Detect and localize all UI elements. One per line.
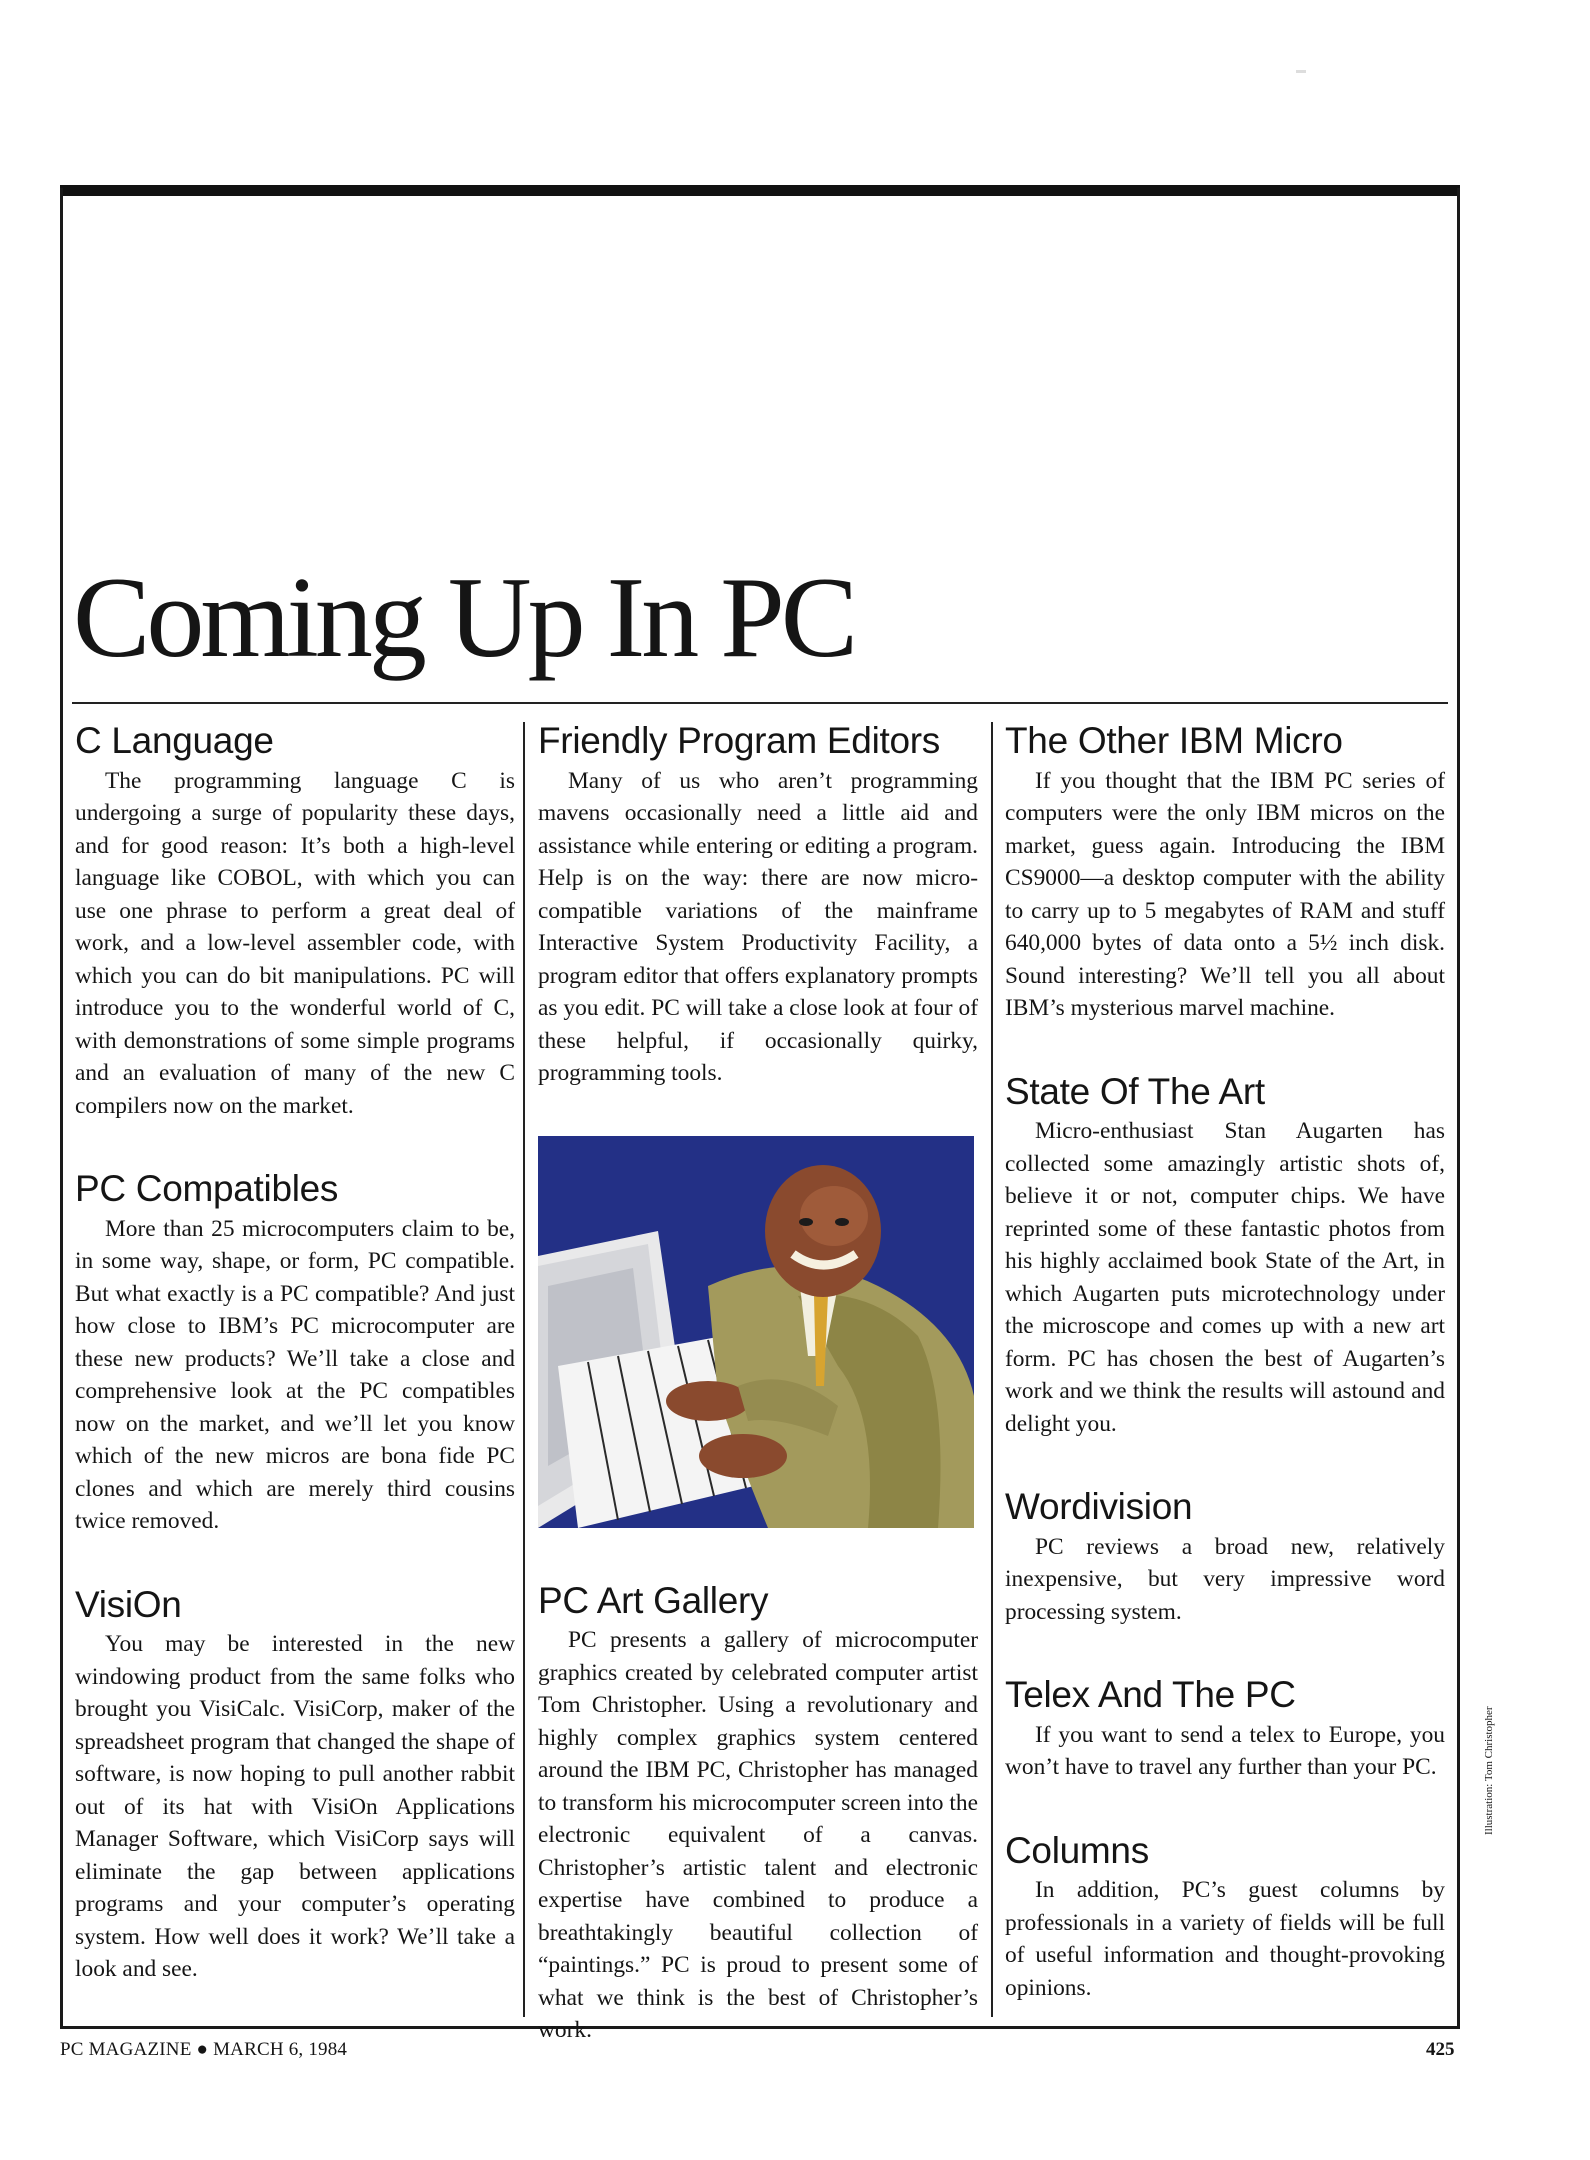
section-heading-telex-and-the-pc: Telex And The PC — [1005, 1674, 1296, 1716]
section-body-friendly-program-editors: Many of us who aren’t programming mavens occasionally need a little aid and assistance while entering or editing a program. Help is on the way: there are now micro-compatible variations of the mainframe Interactive System Productivity Facility, a program editor that offers explanatory prompts as you edit. PC will take a close look at four of these helpful, if occasionally quirky, programming tools. — [538, 767, 978, 1087]
section-body-state-of-the-art: Micro-enthusiast Stan Augarten has collected some amazingly artistic shots of, believe it or not, computer chips. We have reprinted some of these fantastic photos from his highly acclaimed book State of the Art, in which Augarten puts microtechnology under the microscope and comes up with a new art form. PC has chosen the best of Augarten’s work and we think the results will astound and delight you. — [1005, 1118, 1445, 1437]
section-body-the-other-ibm-micro: If you thought that the IBM PC series of computers were the only IBM micros on the market, guess again. Introducing the IBM CS9000—a desktop computer with the ability to carry up to 5 megabytes of RAM and stuff 640,000 bytes of data onto a 5½ inch disk. Sound interesting? We’ll tell you all about IBM’s mysterious marvel machine. — [1005, 767, 1445, 1022]
section-heading-pc-art-gallery: PC Art Gallery — [538, 1579, 769, 1621]
scan-speck — [1296, 70, 1306, 73]
column-divider — [991, 722, 993, 2017]
section-body-telex-and-the-pc: If you want to send a telex to Europe, you won’t have to travel any further than your PC. — [1005, 1721, 1445, 1781]
pianist-illustration-art — [538, 1136, 974, 1528]
section-heading-pc-compatibles: PC Compatibles — [75, 1168, 339, 1210]
page-title: Coming Up In PC — [73, 554, 855, 682]
section-body-pc-art-gallery: PC presents a gallery of microcomputer graphics created by celebrated computer artist Tom Christopher. Using a revolutionary and highly complex graphics system centered around the IBM PC, Christopher has managed to transform his microcomputer screen into the electronic equivalent of a canvas. Christopher’s artistic talent and electronic expertise have combined to produce a breathtakingly beautiful collection of “paintings.” PC is proud to present some of what we think is the best of Christopher’s work. — [538, 1627, 978, 2044]
title-rule — [72, 702, 1448, 704]
section-body-c-language: The programming language C is undergoing a surge of popularity these days, and for good reason: It’s both a high-level language like COBOL, with which you can use one phrase to perform a great deal of work, and a low-level assembler code, with which you can do bit manipulations. PC will introduce you to the wonderful world of C, with demonstrations of some simple programs and an evaluation of many of the new C compilers now on the market. — [75, 767, 515, 1119]
section-heading-the-other-ibm-micro: The Other IBM Micro — [1005, 720, 1343, 761]
section-heading-columns: Columns — [1005, 1829, 1149, 1871]
section-body-vision: You may be interested in the new windowing product from the same folks who brought you VisiCalc. VisiCorp, maker of the spreadsheet program that changed the shape of software, is now hoping to pull another rabbit out of its hat with VisiOn Applications Manager Software, which VisiCorp says will eliminate the gap between applications programs and your computer’s operating system. How well does it work? We’ll take a look and see. — [75, 1631, 515, 1983]
section-heading-friendly-program-editors: Friendly Program Editors — [538, 720, 940, 761]
column-divider — [523, 722, 525, 2017]
section-heading-wordivision: Wordivision — [1005, 1486, 1193, 1528]
column-2 — [538, 720, 978, 2044]
section-body-columns: In addition, PC’s guest columns by professionals in a variety of fields will be full of useful information and thought-provoking opinions. — [1005, 1877, 1445, 2001]
page-number: 425 — [1426, 2039, 1455, 2060]
section-body-pc-compatibles: More than 25 microcomputers claim to be, in some way, shape, or form, PC compatible. But what exactly is a PC compatible? And just how close to IBM’s PC microcomputer are these new products? We’ll take a close and comprehensive look at the PC compatibles now on the market, and we’ll let you know which of the new micros are bona fide PC clones and which are merely third cousins twice removed. — [75, 1215, 515, 1535]
illustration-credit: Illustration: Tom Christopher — [1483, 1706, 1495, 1835]
pianist-illustration — [538, 1136, 974, 1528]
section-heading-state-of-the-art: State Of The Art — [1005, 1070, 1265, 1112]
footer-publication: PC MAGAZINE ● MARCH 6, 1984 — [60, 2039, 348, 2060]
section-heading-vision: VisiOn — [75, 1583, 182, 1625]
section-heading-c-language: C Language — [75, 720, 274, 761]
column-1 — [75, 720, 515, 2016]
section-body-wordivision: PC reviews a broad new, relatively inexpensive, but very impressive word processing system. — [1005, 1533, 1445, 1625]
column-3 — [1005, 720, 1445, 2016]
